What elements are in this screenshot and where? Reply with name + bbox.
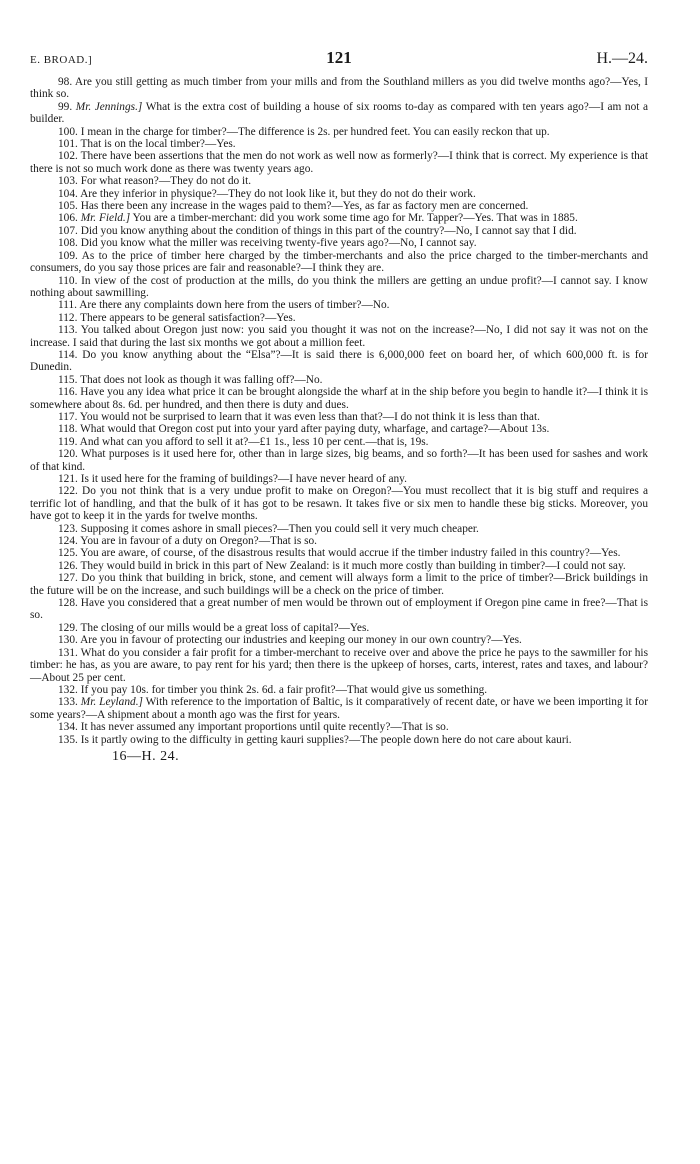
question-number: 119. bbox=[58, 435, 78, 448]
question-answer-text: Has there been any increase in the wages paid to them?—Yes, as far as factory men are concerned. bbox=[80, 200, 529, 213]
questioner-name: Mr. Jennings.] bbox=[75, 100, 143, 113]
question-number: 114. bbox=[58, 348, 78, 361]
question-number: 120. bbox=[58, 448, 78, 461]
question-answer-text: What would that Oregon cost put into your yard after paying duty, wharfage, and cartage?—About 13s. bbox=[80, 423, 550, 436]
question-number: 129. bbox=[58, 621, 78, 634]
question-number: 104. bbox=[58, 187, 78, 200]
question-answer-text: Are they inferior in physique?—They do not look like it, but they do not do their work. bbox=[80, 187, 476, 200]
evidence-paragraph bbox=[30, 411, 648, 423]
question-answer-text: Are there any complaints down here from the users of timber?—No. bbox=[79, 299, 390, 312]
question-answer-text: You talked about Oregon just now: you said you thought it was not on the increase?—No, I did not say it was not on the increase. I said that during the last six months we got about a million feet. bbox=[30, 324, 649, 349]
question-number: 108. bbox=[58, 237, 78, 250]
question-number: 124. bbox=[58, 535, 78, 548]
question-answer-text: For what reason?—They do not do it. bbox=[80, 175, 252, 188]
question-number: 125. bbox=[58, 547, 78, 560]
evidence-paragraph bbox=[30, 634, 648, 646]
question-number: 130. bbox=[58, 634, 78, 647]
evidence-paragraph bbox=[30, 200, 648, 212]
evidence-paragraph bbox=[30, 150, 648, 175]
evidence-paragraph bbox=[30, 560, 648, 572]
question-answer-text: As to the price of timber here charged by the timber-merchants and also the price charged to the timber-merchants and consumers, do you say those prices are fair and reasonable?—I think they are. bbox=[30, 249, 648, 275]
question-answer-text: Have you considered that a great number of men would be thrown out of employment if Oregon pine came in free?—That is so. bbox=[30, 597, 648, 622]
questioner-name: Mr. Field.] bbox=[80, 212, 131, 225]
question-number: 106. bbox=[58, 212, 78, 225]
question-number: 115. bbox=[58, 373, 78, 386]
question-answer-text: Are you still getting as much timber from your mills and from the Southland millers as you did twelve months ago?—Yes, I think so. bbox=[30, 76, 648, 101]
evidence-paragraph bbox=[30, 312, 648, 324]
evidence-paragraph bbox=[30, 696, 648, 721]
question-number: 118. bbox=[58, 423, 78, 436]
questioner-name: Mr. Leyland.] bbox=[80, 696, 143, 709]
question-number: 102. bbox=[58, 150, 78, 163]
question-answer-text: They would build in brick in this part of New Zealand: is it much more costly than building in timber?—I could not say. bbox=[80, 559, 626, 572]
question-number: 128. bbox=[58, 597, 78, 610]
question-number: 101. bbox=[58, 138, 78, 151]
evidence-paragraph bbox=[30, 622, 648, 634]
evidence-paragraph bbox=[30, 647, 648, 684]
question-number: 127. bbox=[58, 572, 78, 585]
evidence-paragraph bbox=[30, 101, 648, 126]
question-number: 117. bbox=[58, 410, 78, 423]
question-number: 132. bbox=[58, 683, 78, 696]
question-answer-text: Do you know anything about the “Elsa”?—It is said there is 6,000,000 feet on board her, of which 600,000 ft. is for Dunedin. bbox=[30, 348, 648, 374]
evidence-paragraph bbox=[30, 572, 648, 597]
question-answer-text: You are aware, of course, of the disastrous results that would accrue if the timber industry failed in this country?—Yes. bbox=[80, 547, 621, 560]
evidence-paragraph bbox=[30, 275, 648, 300]
question-number: 105. bbox=[58, 200, 78, 213]
signature-mark: 16—H. 24. bbox=[112, 748, 180, 764]
question-answer-text: If you pay 10s. for timber you think 2s. 6d. a fair profit?—That would give us something. bbox=[80, 683, 488, 696]
evidence-paragraph bbox=[30, 188, 648, 200]
evidence-paragraph bbox=[30, 299, 648, 311]
evidence-paragraph bbox=[30, 423, 648, 435]
question-number: 135. bbox=[58, 733, 78, 746]
question-answer-text: And what can you afford to sell it at?—£1 1s., less 10 per cent.—that is, 19s. bbox=[79, 435, 429, 448]
evidence-paragraph bbox=[30, 175, 648, 187]
question-answer-text: The closing of our mills would be a great loss of capital?—Yes. bbox=[80, 621, 370, 634]
question-answer-text: Have you any idea what price it can be brought alongside the wharf at in the ship before you begin to handle it?—I think it is somewhere about 8s. 6d. per hundred, and then there is duty and dues. bbox=[30, 386, 649, 411]
evidence-paragraph bbox=[30, 721, 648, 733]
evidence-body bbox=[30, 76, 648, 746]
evidence-paragraph bbox=[30, 126, 648, 138]
evidence-paragraph bbox=[30, 250, 648, 275]
question-answer-text: You are in favour of a duty on Oregon?—That is so. bbox=[80, 535, 317, 548]
evidence-paragraph bbox=[30, 535, 648, 547]
evidence-paragraph bbox=[30, 349, 648, 374]
question-answer-text: Did you know anything about the condition of things in this part of the country?—No, I cannot say that I did. bbox=[80, 224, 577, 237]
evidence-paragraph bbox=[30, 436, 648, 448]
question-answer-text: What do you consider a fair profit for a timber-merchant to receive over and above the price he pays to the sawmiller for his timber: he has, as you are aware, to pay rent for his yard; then there is the upkeep of horses, carts, interest, rates and taxes, and labour?—About 25 per cent. bbox=[30, 646, 648, 684]
evidence-paragraph bbox=[30, 212, 648, 224]
evidence-paragraph bbox=[30, 684, 648, 696]
document-page bbox=[30, 48, 648, 765]
evidence-paragraph bbox=[30, 138, 648, 150]
question-number: 99. bbox=[58, 100, 73, 113]
evidence-paragraph bbox=[30, 473, 648, 485]
question-answer-text: Are you in favour of protecting our industries and keeping our money in our own country?—Yes. bbox=[80, 634, 522, 647]
evidence-paragraph bbox=[30, 76, 648, 101]
header-witness-name: E. BROAD.] bbox=[30, 54, 93, 66]
question-answer-text: Is it partly owing to the difficulty in getting kauri supplies?—The people down here do not care about kauri. bbox=[80, 733, 572, 746]
question-number: 116. bbox=[58, 386, 78, 399]
question-answer-text: You would not be surprised to learn that it was even less than that?—I do not think it is less than that. bbox=[79, 410, 540, 423]
evidence-paragraph bbox=[30, 374, 648, 386]
question-answer-text: That is on the local timber?—Yes. bbox=[80, 138, 236, 151]
evidence-paragraph bbox=[30, 324, 648, 349]
evidence-paragraph bbox=[30, 237, 648, 249]
question-number: 112. bbox=[58, 311, 78, 324]
evidence-paragraph bbox=[30, 597, 648, 622]
question-number: 121. bbox=[58, 473, 78, 485]
evidence-paragraph bbox=[30, 386, 648, 411]
question-answer-text: Did you know what the miller was receiving twenty-five years ago?—No, I cannot say. bbox=[80, 237, 477, 250]
question-number: 133. bbox=[58, 696, 78, 709]
question-number: 100. bbox=[58, 125, 78, 138]
question-number: 98. bbox=[58, 76, 73, 88]
evidence-paragraph bbox=[30, 547, 648, 559]
question-answer-text: You are a timber-merchant: did you work some time ago for Mr. Tapper?—Yes. That was in 1885. bbox=[132, 212, 578, 225]
question-answer-text: I mean in the charge for timber?—The difference is 2s. per hundred feet. You can easily reckon that up. bbox=[80, 125, 550, 138]
page-header bbox=[30, 48, 648, 76]
question-number: 131. bbox=[58, 646, 78, 659]
question-number: 113. bbox=[58, 324, 78, 337]
evidence-paragraph bbox=[30, 225, 648, 237]
question-answer-text: What purposes is it used here for, other than in large sizes, big beams, and so forth?—It has been used for sashes and work of that kind. bbox=[30, 448, 648, 473]
question-number: 134. bbox=[58, 721, 78, 734]
question-answer-text: With reference to the importation of Baltic, is it comparatively of recent date, or have we been importing it for some years?—A shipment about a month ago was the first for years. bbox=[30, 696, 648, 721]
question-answer-text: It has never assumed any important proportions until quite recently?—That is so. bbox=[80, 721, 449, 734]
question-number: 122. bbox=[58, 485, 78, 498]
question-number: 126. bbox=[58, 559, 78, 572]
question-answer-text: That does not look as though it was falling off?—No. bbox=[80, 373, 323, 386]
evidence-paragraph bbox=[30, 485, 648, 522]
document-reference: H.—24. bbox=[596, 50, 648, 67]
question-answer-text: Is it used here for the framing of buildings?—I have never heard of any. bbox=[80, 473, 407, 485]
question-answer-text: There have been assertions that the men do not work as well now as formerly?—I think that is correct. My experience is that there is not so much work done as there was twenty years ago. bbox=[30, 150, 648, 175]
question-number: 103. bbox=[58, 175, 78, 188]
question-number: 110. bbox=[58, 274, 78, 287]
question-number: 123. bbox=[58, 522, 78, 535]
evidence-paragraph bbox=[30, 523, 648, 535]
question-answer-text: There appears to be general satisfaction?—Yes. bbox=[80, 311, 296, 324]
question-answer-text: In view of the cost of production at the mills, do you think the millers are getting an undue profit?—I cannot say. I know nothing about sawmilling. bbox=[30, 274, 648, 299]
evidence-paragraph bbox=[30, 448, 648, 473]
question-number: 111. bbox=[58, 299, 78, 312]
question-answer-text: Do you think that building in brick, stone, and cement will always form a limit to the price of timber?—Brick buildings in the future will be on the increase, and such buildings will be a check on the price of timber. bbox=[30, 572, 648, 597]
question-answer-text: What is the extra cost of building a house of six rooms to-day as compared with ten years ago?—I am not a builder. bbox=[30, 100, 649, 126]
question-answer-text: Supposing it comes ashore in small pieces?—Then you could sell it very much cheaper. bbox=[80, 522, 479, 535]
question-answer-text: Do you not think that is a very undue profit to make on Oregon?—You must recollect that it is big stuff and requires a terrific lot of handling, and that the bulk of it has got to be resawn. It takes five or six men to handle these big sticks. Moreover, you have got to keep it in the yards for twelve months. bbox=[30, 485, 648, 523]
page-number: 121 bbox=[326, 48, 352, 67]
question-number: 107. bbox=[58, 224, 78, 237]
evidence-paragraph bbox=[30, 734, 648, 746]
question-number: 109. bbox=[58, 249, 78, 262]
